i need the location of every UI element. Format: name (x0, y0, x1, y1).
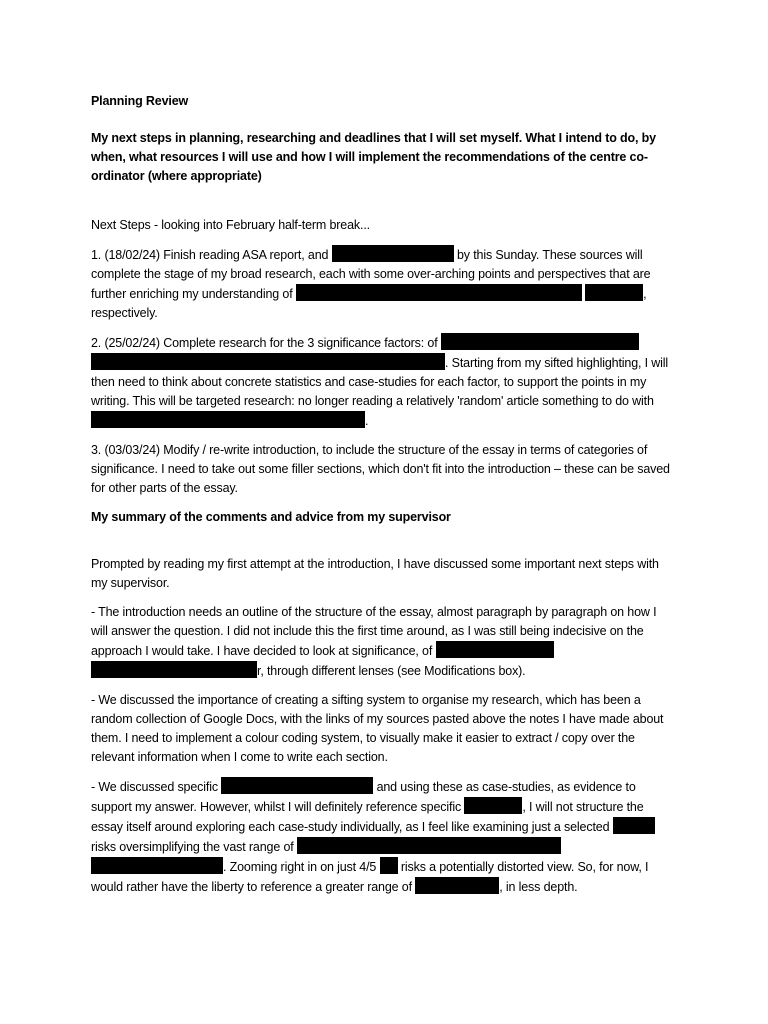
point-3-text-d: risks oversimplifying the vast range of (91, 840, 297, 854)
document-title: Planning Review (91, 94, 189, 108)
redaction-box (585, 284, 643, 301)
step-2 (91, 333, 675, 431)
step-3: 3. (03/03/24) Modify / re-write introduction, to include the structure of the essay in terms of categories of significance. I need to take out some filler sections, which don't fit into the introduction – these can be saved for other parts of the essay. (91, 443, 670, 495)
point-3-text-f: risks a potentially distorted view. So, for now, I would rather have the liberty to reference a greater range of (91, 860, 649, 894)
redaction-box (332, 245, 454, 262)
point-3 (91, 777, 675, 897)
redaction-box (380, 857, 398, 874)
step-1-text-c: , respectively. (91, 287, 647, 320)
summary-intro: Prompted by reading my first attempt at the introduction, I have discussed some important next steps with my supervisor. (91, 557, 659, 590)
step-2-text-b: . Starting from my sifted highlighting, I will then need to think about concrete statistics and case-studies for each factor, to support the points in my writing. This will be targeted research: no longer reading a relatively 'random' article something to do with (91, 356, 669, 408)
redaction-box (91, 857, 223, 874)
step-1-text-b: by this Sunday. These sources will complete the stage of my broad research, each with some over-arching points and perspectives that are further enriching my understanding of (91, 248, 651, 301)
step-1 (91, 245, 675, 323)
point-3-text-b: and using these as case-studies, as evidence to support my answer. However, whilst I will definitely reference specific (91, 780, 636, 814)
redaction-box (296, 284, 582, 301)
step-1-text-a: 1. (18/02/24) Finish reading ASA report, and (91, 248, 332, 262)
redaction-box (297, 837, 561, 854)
redaction-box (91, 661, 257, 678)
redaction-box (613, 817, 655, 834)
redaction-box (91, 353, 445, 370)
redaction-box (91, 411, 365, 428)
next-steps-label: Next Steps - looking into February half-term break... (91, 218, 370, 232)
point-3-text-a: - We discussed specific (91, 780, 222, 794)
redaction-box (441, 333, 639, 350)
point-2: - We discussed the importance of creating a sifting system to organise my research, which has been a random collection of Google Docs, with the links of my sources pasted above the notes I have made about them. I need to implement a colour coding system, to visually make it easier to extract / copy over the relevant information when I come to write each section. (91, 693, 664, 764)
step-2-text-a: 2. (25/02/24) Complete research for the 3 significance factors: of (91, 336, 441, 350)
point-3-text-c: , I will not structure the essay itself around exploring each case-study individually, as I feel like examining just a selected (91, 800, 644, 834)
redaction-box (415, 877, 499, 894)
redaction-box (436, 641, 554, 658)
point-1-text-a: - The introduction needs an outline of the structure of the essay, almost paragraph by paragraph on how I will answer the question. I did not include this the first time around, as I was still being indecisive on the approach I would take. I have decided to look at significance, of (91, 605, 657, 658)
point-3-text-e: . Zooming right in on just 4/5 (223, 860, 380, 874)
step-2-text-c: . (365, 414, 369, 428)
point-1 (91, 603, 675, 681)
document-page (91, 92, 675, 907)
redaction-box (221, 777, 373, 794)
summary-heading: My summary of the comments and advice from my supervisor (91, 510, 451, 524)
intro-statement: My next steps in planning, researching and deadlines that I will set myself. What I intend to do, by when, what resources I will use and how I will implement the recommendations of the centre co-ordinator (where appropriate) (91, 131, 656, 183)
point-1-text-b: r, through different lenses (see Modifications box). (257, 664, 526, 678)
redaction-box (464, 797, 522, 814)
point-3-text-g: , in less depth. (499, 880, 578, 894)
